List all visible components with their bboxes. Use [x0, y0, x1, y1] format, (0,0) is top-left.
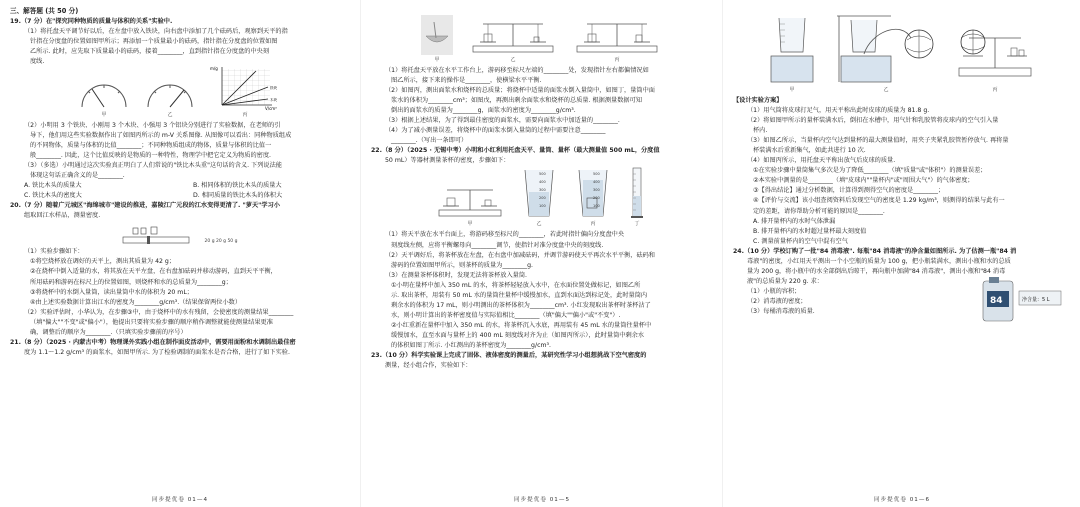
plan-text: ①在实验步骤中量筒集气多次是为了降低________（填"质量"或"体积"）的测量误差； — [753, 167, 987, 175]
plan-text: ②本实验中测量的是________（填"皮球内""量杯内"或"周围大气"）的气体密度； — [753, 177, 974, 185]
plan-text: （4）如图丙所示，用托盘天平称出放气后皮球的质量. — [747, 157, 896, 165]
q24-text: （2）消毒液的密度； — [747, 297, 807, 305]
q22-text: 示. 取出茶杯，用装有 50 mL 水的量筒往量杯中缓慢加水，直到水面达到标记处，此时量筒内 — [391, 291, 648, 299]
page-left — [0, 0, 360, 507]
cup-tick: 200 — [593, 196, 600, 201]
plan-text: 定的差距，请你帮助分析可能的原因是________. — [753, 207, 885, 215]
q24-text: （3）每桶消毒液的质量. — [747, 307, 815, 315]
q20-head-cont: 组取回江水样品，测量密度. — [24, 212, 101, 220]
page-footer: 同步提优卷 01—6 — [873, 497, 931, 503]
q22-text: 的体积如图丁所示. 小红测出的茶杯密度为________g/cm³. — [391, 341, 551, 349]
cup-tick: 200 — [539, 196, 546, 201]
graph-series-label: 铁块 — [270, 85, 277, 90]
q22-text: 缓慢加水，直至水面与量杯上的 400 mL 刻度线对齐为止（如图丙所示），此时量筒中剩余水 — [391, 331, 645, 339]
q22-head: 22.（8 分）（2025 · 无锡中考）小明和小红利用托盘天平、量筒、量杯（最大测量值 500 mL，分度值 — [371, 147, 660, 155]
q21-text: 图乙所示，接下来的操作是________，使横梁水平平衡. — [391, 77, 542, 85]
bowl-figure — [420, 14, 454, 64]
plan-text: 杯内. — [753, 127, 768, 135]
graph-ylabel: m/g — [210, 65, 218, 71]
option-c: C. 铁比木头的密度大 — [24, 192, 82, 200]
q19-text: （1）将托盘天平调节好以后，在左盘中放入铁块，向右盘中添加了几个砝码后，观察到天平的指 — [24, 27, 288, 35]
cup-tick: 100 — [593, 204, 600, 209]
bottle-tag: 净含量：5 L — [1022, 296, 1050, 303]
q24-text: 液"的总质量为 220 g. 求： — [747, 277, 823, 285]
fig-caption: 甲 — [467, 221, 473, 228]
measuring-cup-figure — [573, 166, 613, 228]
q19-text: 的不同物体，质量与体积的比值________；不同种物质组成的物体，质量与体积的比值一 — [30, 142, 272, 149]
balance-figure — [468, 12, 558, 64]
plan-text: （1）用气筒将皮球打足气，用天平称出此时皮球的质量为 81.8 g. — [747, 107, 930, 115]
fig-caption: 丙 — [614, 56, 620, 63]
cup-tick: 500 — [593, 172, 600, 177]
q22-text: （2）天平调好后，将茶杯放在左盘，在右盘中加减砝码，并调节游码使天平再次水平平衡，砝码和 — [385, 251, 655, 259]
dial-figure-jia — [78, 77, 130, 119]
cup-tick: 100 — [539, 204, 546, 209]
bottle-label: 84 — [990, 295, 1003, 306]
graph-xlabel: V/cm³ — [265, 105, 277, 111]
disinfectant-bottle-figure — [981, 277, 1063, 323]
measuring-cup-figure — [519, 166, 559, 228]
fig-caption: 乙 — [167, 111, 173, 118]
q22-text: ①小明在量杯中加入 350 mL 的水，将茶杯轻轻放入水中，在水面位置处做标记，如图乙所 — [391, 281, 641, 289]
cup-tick: 400 — [593, 180, 600, 185]
q23-head-cont: 测量，经小组合作，实验如下： — [385, 362, 472, 370]
q20-text: （填"偏大""不变"或"偏小"），他提出只要将实验步骤的顺序稍作调整就能使测量结果更准 — [30, 318, 273, 326]
balance-figure — [572, 12, 662, 64]
cup-tick: 300 — [593, 188, 600, 193]
fig-caption: 丙 — [590, 221, 596, 228]
cup-tick: 500 — [539, 172, 546, 177]
q23-figures — [733, 8, 1069, 94]
q19-options-row — [10, 191, 348, 201]
fig-caption: 乙 — [883, 86, 889, 93]
q19-text: 导下，他们用这些实验数据作出了如图丙所示的 m-V 关系图像. 从图像可以看出：同种物质组成 — [30, 131, 292, 139]
option-a: A. 排开量杯内的水时气体泄漏 — [753, 217, 836, 225]
q19-figures — [10, 65, 348, 119]
gas-collection-figure — [831, 12, 941, 94]
plan-text: ③【得出结论】通过分析数据，计算得到测得空气的密度是________； — [753, 187, 945, 195]
q19-text: 度线. — [30, 57, 45, 65]
option-a: A. 铁比木头的质量大 — [24, 182, 82, 190]
q21-text: （2）如图丙，测出面浆水和烧杯的总质量；将烧杯中适量的面浆水倒入量筒中，如图丁，量筒中面 — [385, 87, 655, 95]
balance-figure — [435, 180, 505, 228]
section-title: 三、解答题 (共 50 分) — [10, 7, 79, 15]
q22-head-cont: 50 mL）等器材测量茶杯的密度，步骤如下： — [385, 157, 510, 165]
q20-text: 所用砝码和游码在标尺上的位置如图，则烧杯和水的总质量为________g； — [30, 278, 232, 286]
q22-text: （3）在测量茶杯体积时，发现无法将茶杯放入量筒. — [385, 271, 528, 279]
cup-tick: 400 — [539, 180, 546, 185]
q20-text: ④由上述实验数据计算出江水的密度为________g/cm³.（结果保留两位小数） — [30, 298, 242, 306]
q20-head: 20.（7 分）随着广元城区"海绵城市"建设的推进，嘉陵江广元段的江水变得更清了. "萝天"学习小 — [10, 202, 280, 210]
graph-series-label: 木块 — [270, 97, 277, 102]
beaker-figure — [767, 12, 817, 94]
option-d: D. 相同质量的铁比木头的体积大 — [193, 192, 283, 200]
cup-tick: 300 — [539, 188, 546, 193]
q22-text: ②小红重新在量杯中加入 350 mL 的水，将茶杯沉入水底，再用装有 45 mL 水的量筒往量杯中 — [391, 321, 652, 329]
q19-text: 乙所示. 此时，应先取下质量最小的砝码，接着________，直到指针指在分度盘的中央刻 — [30, 47, 270, 55]
fig-caption: 乙 — [536, 221, 542, 228]
q20-text: 确，调整后的顺序为________.（只填实验步骤前的序号） — [30, 328, 187, 336]
q21-text: （4）为了减小测量误差，将烧杯中的面浆水倒入量筒的过程中需要注意________ — [385, 127, 606, 135]
fig-caption: 甲 — [434, 56, 440, 63]
plan-text: （2）将如图甲所示的量杯装满水后，倒扣在水槽中，用气针和乳胶管将皮球内的空气引入量 — [747, 117, 999, 125]
q20-text: ①将空烧杯放在调好的天平上，测出其质量为 42 g； — [30, 258, 176, 266]
graduated-cylinder-figure — [627, 166, 647, 228]
q22-figures — [371, 168, 711, 228]
q22-text: 水，则小明计算出的茶杯密度值与实际值相比________（填"偏大""偏小"或"不变"）. — [391, 311, 621, 319]
q22-text: 剩余水的体积为 17 mL，则小明测出的茶杯体积为________cm³. 小红发现取出茶杯时茶杯沾了 — [391, 301, 651, 309]
q24-text: （1）小瓶的容积； — [747, 287, 801, 295]
weight-label: 20 g — [204, 239, 215, 245]
q24-text: 量为 200 g，将小瓶中的水全部倒出后晾干，再向瓶中加满"84 消毒液"，测出小瓶和"84 消毒 — [747, 267, 1006, 275]
q21-text: （3）根据上述结果，为了得到最佳密度的面浆水，需要向面浆水中加适量的________. — [385, 117, 620, 125]
q21-text: 倒出的面浆水的质量为________g，面浆水的密度为________g/cm³. — [391, 107, 576, 115]
q19-text: （3）（多选）小明通过这次实验真正明白了人们常说的"铁比木头重"这句话的含义. 下列说法能 — [24, 162, 282, 170]
fig-caption: 甲 — [789, 86, 795, 93]
q22-text: （1）将天平放在水平台面上，将游码移至标尺的________，若此时指针偏向分度盘中央 — [385, 231, 625, 239]
option-b: B. 相同体积的铁比木头的质量大 — [193, 182, 282, 190]
plan-text: ④【评价与交流】该小组查阅资料后发现空气的密度是 1.29 kg/m³，则测得的结果与此有一 — [753, 197, 1005, 205]
q20-text: ②在烧杯中倒入适量的水，将其放在天平左盘，在右盘加砝码并移动游码，直到天平平衡， — [30, 268, 277, 276]
q21-head: 21.（8 分）（2025 · 内蒙古中考）物理课外实践小组在制作面皮活动中，需要用面粉和水调制出最佳密 — [10, 338, 296, 346]
weight-label: 20 g — [215, 239, 226, 245]
fig-caption: 丙 — [992, 86, 998, 93]
page-middle — [360, 0, 723, 507]
option-c: C. 测量前量杯内的空气中混有空气 — [753, 237, 848, 245]
q21-head-cont: 度为 1.1～1.2 g/cm³ 的面浆水，如图甲所示. 为了检验调制的面浆水是否合格，进行了如下实验. — [24, 348, 290, 356]
q22-text: 游码的位置如图甲所示，则茶杯的质量为________g. — [391, 261, 534, 269]
q21-figures — [371, 8, 711, 64]
q20-figure — [10, 223, 348, 245]
q19-text: 般________. 因此，这个比值反映的是物质的一种特性，物理学中把它定义为物质的密度. — [30, 152, 272, 160]
option-b: B. 排开量杯内的水时超过量杯最大刻度值 — [753, 227, 867, 235]
page-right — [722, 0, 1080, 507]
ball-balance-figure — [955, 12, 1035, 94]
dial-figure-yi — [144, 77, 196, 119]
page-footer: 同步提优卷 01—5 — [513, 497, 571, 503]
q21-text: 浆水的体积为________cm³；如图戊，再测出剩余面浆水和烧杯的总质量. 根据测量数据可知 — [391, 97, 642, 105]
fig-caption: 乙 — [510, 56, 516, 63]
q20-text: （2）实验评估时，小华认为，在步骤③中，由于烧杯中的水有残留，会使密度的测量结果________ — [24, 308, 294, 316]
plan-text: 杯装满水后重新集气，如此共进行 10 次. — [753, 147, 866, 155]
plan-text: （3）如图乙所示，当量杯内空气达到量杯的最大测量值时，用夹子夹紧乳胶管暂停放气. 再将量 — [747, 137, 1009, 145]
q24-text: 毒液"的密度，小红用天平测出一个小空瓶的质量为 100 g，把小瓶装满水，测出小瓶和水的总质 — [747, 257, 1011, 265]
mv-graph — [210, 65, 280, 119]
fig-caption: 甲 — [101, 111, 107, 118]
fig-caption: 丁 — [634, 221, 640, 228]
q24-head: 24.（10 分）学校订购了一批"84 消毒液". 每瓶"84 消毒液"的净含量如图所示. 为了估测一瓶"84 消 — [733, 247, 1017, 255]
plan-title: 【设计实验方案】 — [733, 97, 783, 104]
q22-text: 刻度线左侧，应将平衡螺母向________调节，使指针对准分度盘中央的刻度线. — [391, 241, 604, 249]
q19-text: 体现这句话正确含义的是________. — [30, 172, 125, 180]
q21-text: ________.（写出一条即可） — [391, 137, 468, 145]
q21-text: （1）将托盘天平放在水平工作台上，游码移至标尺左端的________处，发现指针左右都偏情况如 — [385, 67, 649, 74]
q20-text: （1）实验步骤如下： — [24, 248, 84, 256]
q19-text: 针指在分度盘的位置如图甲所示；再添加一个质量最小的砝码，指针指在分度盘的位置如图 — [30, 37, 278, 45]
q23-head: 23.（10 分）科学实验课上完成了固体、液体密度的测量后，某研究性学习小组想挑战下空气密度的 — [371, 352, 647, 360]
weight-label: 50 g — [227, 239, 238, 245]
page-footer: 同步提优卷 01—4 — [151, 497, 209, 503]
q19-options-row — [10, 181, 348, 191]
q19-head: 19.（7 分）在"探究同种物质的质量与体积的关系"实验中. — [10, 17, 173, 25]
q19-text: （2）小明用 3 个铁块、小刚用 3 个木块、小强用 3 个铝块分别进行了实验数据，在老师的引 — [24, 121, 281, 129]
q20-text: ③将烧杯中的水倒入量筒，读出量筒中水的体积为 20 mL； — [30, 288, 193, 296]
fig-caption: 丙 — [242, 111, 248, 118]
